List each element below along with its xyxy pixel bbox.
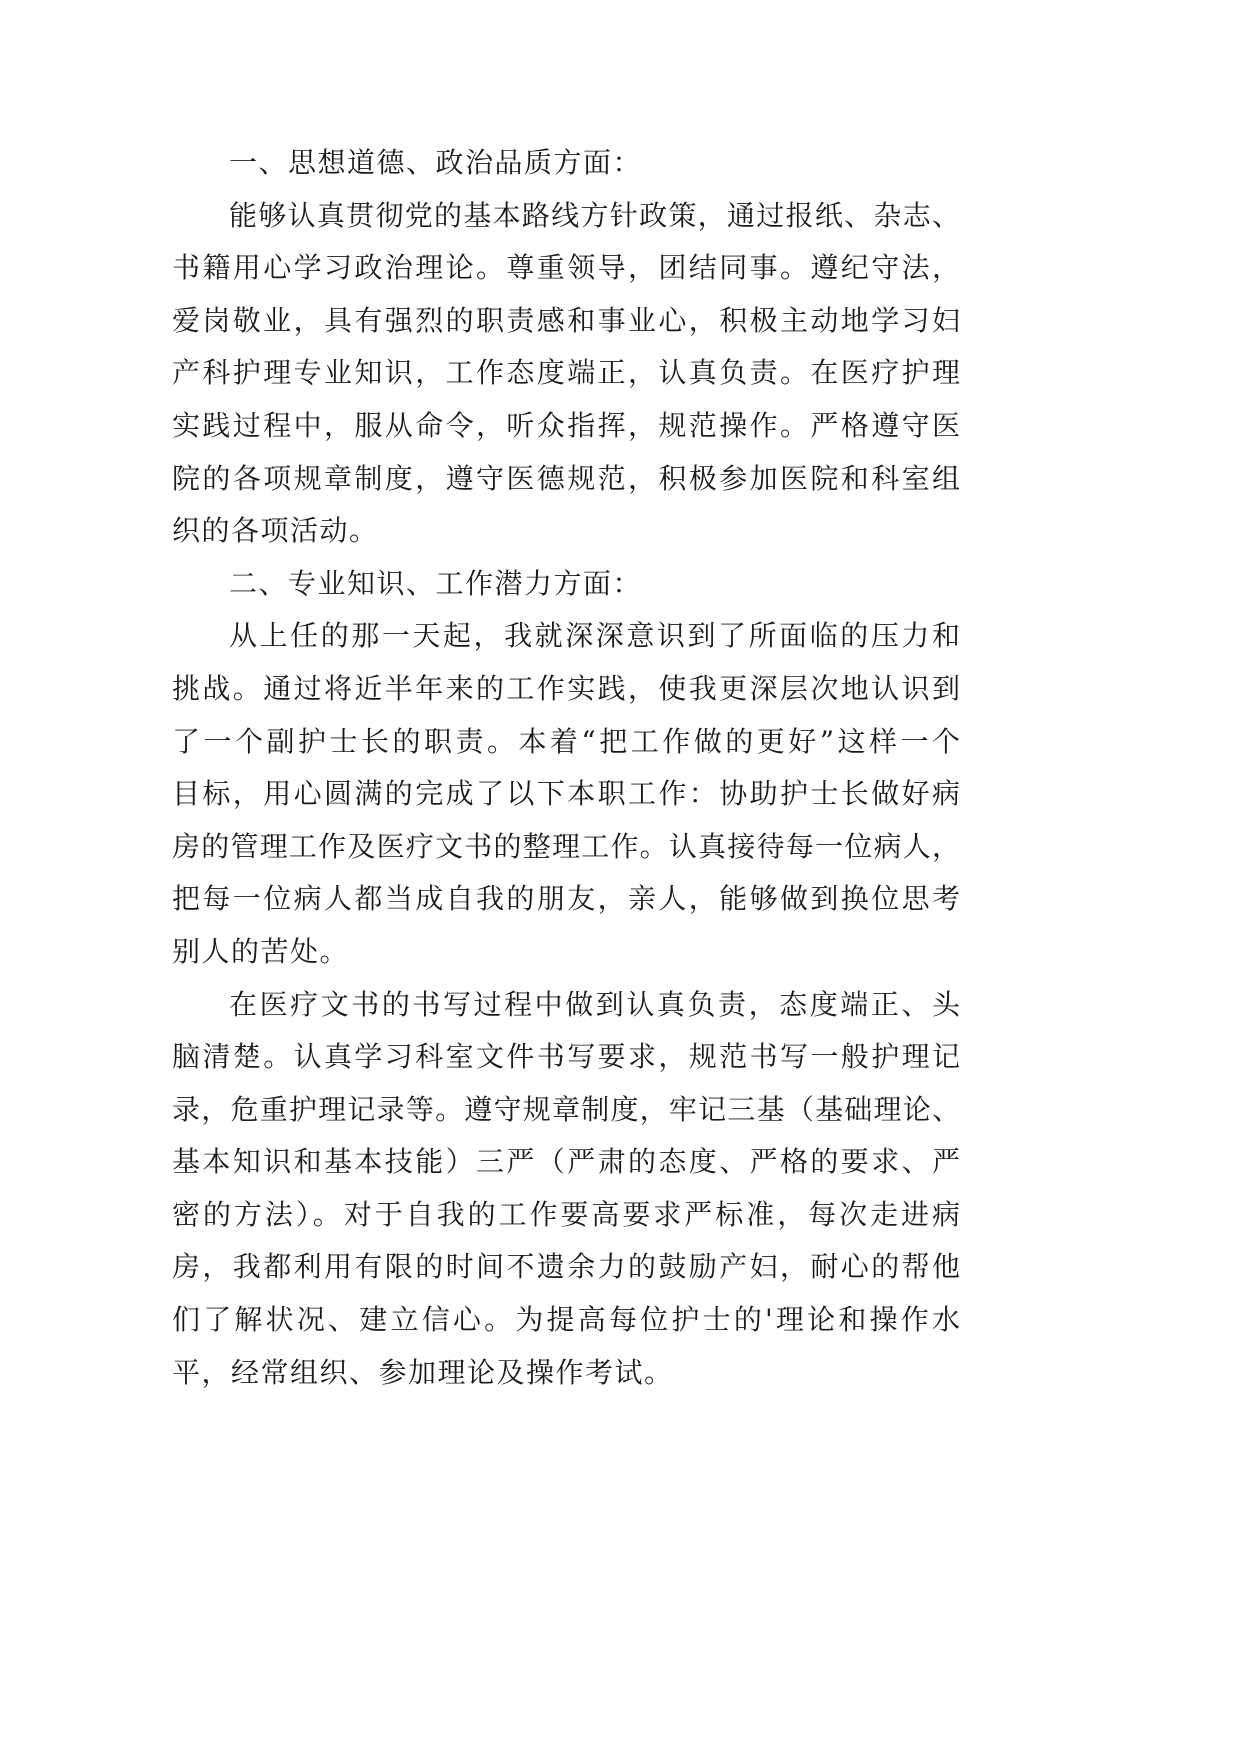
paragraph-line: 在医疗文书的书写过程中做到认真负责，态度端正、头 [229, 987, 960, 1021]
section-heading: 一、思想道德、政治品质方面： [229, 146, 643, 179]
paragraph [172, 979, 960, 1400]
paragraph-line: 录，危重护理记录等。遵守规章制度，牢记三基（基础理论、 [172, 1092, 960, 1126]
paragraph-line: 了一个副护士长的职责。本着“把工作做的更好”这样一个 [172, 724, 960, 758]
paragraph [172, 190, 960, 558]
paragraph-line: 房的管理工作及医疗文书的整理工作。认真接待每一位病人， [172, 829, 960, 863]
paragraph-line: 密的方法）。对于自我的工作要高要求严标准，每次走进病 [172, 1197, 960, 1231]
paragraph-line: 产科护理专业知识，工作态度端正，认真负责。在医疗护理 [172, 356, 960, 390]
paragraph-line: 们了解状况、建立信心。为提高每位护士的'理论和操作水 [172, 1303, 960, 1337]
paragraph-line: 书籍用心学习政治理论。尊重领导，团结同事。遵纪守法， [172, 251, 960, 285]
paragraph-line: 织的各项活动。 [172, 514, 379, 548]
paragraph-line: 院的各项规章制度，遵守医德规范，积极参加医院和科室组 [172, 461, 960, 495]
section-1 [172, 137, 960, 558]
paragraph-line: 挑战。通过将近半年来的工作实践，使我更深层次地认识到 [172, 671, 960, 705]
paragraph-line: 基本知识和基本技能）三严（严肃的态度、严格的要求、严 [172, 1145, 960, 1179]
paragraph-line: 实践过程中，服从命令，听众指挥，规范操作。严格遵守医 [172, 408, 960, 442]
paragraph-line: 平，经常组织、参加理论及操作考试。 [172, 1355, 674, 1389]
document-body [172, 137, 960, 1399]
paragraph-line: 把每一位病人都当成自我的朋友，亲人，能够做到换位思考 [172, 882, 960, 916]
paragraph-line: 目标，用心圆满的完成了以下本职工作：协助护士长做好病 [172, 777, 960, 811]
section-2 [172, 558, 960, 1400]
paragraph-line: 别人的苦处。 [172, 934, 350, 968]
paragraph [172, 610, 960, 978]
paragraph-line: 从上任的那一天起，我就深深意识到了所面临的压力和 [229, 619, 960, 653]
paragraph-line: 脑清楚。认真学习科室文件书写要求，规范书写一般护理记 [172, 1040, 960, 1074]
section-heading: 二、专业知识、工作潜力方面： [229, 566, 643, 600]
paragraph-line: 爱岗敬业，具有强烈的职责感和事业心，积极主动地学习妇 [172, 303, 960, 337]
paragraph-line: 能够认真贯彻党的基本路线方针政策，通过报纸、杂志、 [229, 198, 960, 232]
paragraph-line: 房，我都利用有限的时间不遗余力的鼓励产妇，耐心的帮他 [172, 1250, 960, 1284]
